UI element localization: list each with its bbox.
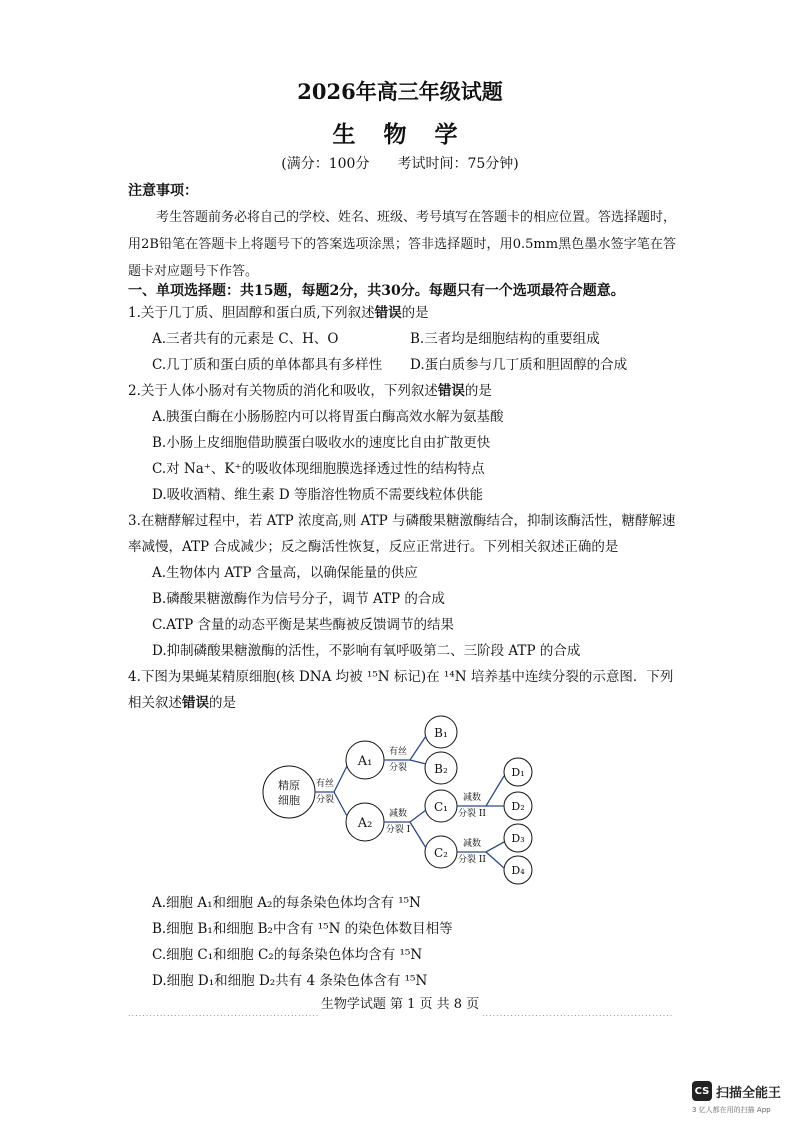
mitosis-label: 有丝 (388, 747, 408, 757)
start-cell-label: 精原 (278, 779, 300, 792)
footer-divider: ...................................................... (128, 1009, 320, 1018)
option-b: B.小肠上皮细胞借助膜蛋白吸收水的速度比自由扩散更快 (152, 435, 491, 451)
mitosis-label: 分裂 (388, 763, 408, 773)
emphasis-mark: 错误 (437, 383, 465, 399)
cell-division-diagram (258, 710, 548, 888)
question-3 (128, 508, 683, 664)
exam-title: 2026年高三年级试题 (297, 79, 503, 104)
question-stem: 3.在糖酵解过程中，若 ATP 浓度高,则 ATP 与磷酸果糖激酶结合，抑制该酶活性，糖酵解速率减慢，ATP 合成减少；反之酶活性恢复，反应正常进行。下列相关叙述正确的是 (128, 513, 676, 555)
meiosis-label: 分裂 II (458, 855, 486, 865)
option-a: A.胰蛋白酶在小肠肠腔内可以将胃蛋白酶高效水解为氨基酸 (152, 409, 504, 425)
branch-line (334, 792, 347, 816)
option-c: C.ATP 含量的动态平衡是某些酶被反馈调节的结果 (152, 617, 455, 633)
exam-meta: (满分：100分 考试时间：75分钟) (281, 156, 519, 172)
option-d: D.细胞 D₁和细胞 D₂共有 4 条染色体含有 ¹⁵N (152, 973, 428, 989)
question-stem: 1.关于几丁质、胆固醇和蛋白质,下列叙述错误的是 (128, 305, 429, 321)
c2-label: C₂ (434, 846, 448, 860)
meiosis-label: 减数 (462, 839, 482, 849)
d2-label: D₂ (511, 800, 525, 813)
question-4 (128, 664, 683, 716)
spermatogonium-cell (263, 766, 315, 818)
option-row (128, 326, 683, 352)
section-heading: 一、单项选择题：共15题，每题2分，共30分。每题只有一个选项最符合题意。 (128, 283, 625, 299)
option-d: D.蛋白质参与几丁质和胆固醇的合成 (410, 357, 628, 373)
notice-body: 考生答题前务必将自己的学校、姓名、班级、考号填写在答题卡的相应位置。答选择题时，用2B铅笔在答题卡上将题号下的答案选项涂黑；答非选择题时，用0.5mm黑色墨水签字笔在答题卡对应题号下作答。 (128, 210, 677, 279)
emphasis-mark: 错误 (182, 695, 209, 711)
c1-label: C₁ (434, 800, 448, 814)
option-d: D.吸收酒精、维生素 D 等脂溶性物质不需要线粒体供能 (152, 487, 484, 503)
option-a: A.生物体内 ATP 含量高，以确保能量的供应 (152, 565, 418, 581)
page-footer: 生物学试题 第 1 页 共 8 页 (320, 997, 480, 1012)
branch-line (410, 760, 426, 764)
option-d: D.抑制磷酸果糖激酶的活性，不影响有氧呼吸第二、三阶段 ATP 的合成 (152, 643, 581, 659)
scanner-watermark (692, 1081, 781, 1101)
start-cell-label: 细胞 (278, 794, 300, 807)
question-1 (128, 300, 683, 378)
d4-label: D₄ (511, 864, 525, 877)
a1-label: A₁ (357, 754, 373, 769)
meiosis-label: 分裂 II (458, 809, 486, 819)
option-b: B.三者均是细胞结构的重要组成 (410, 331, 600, 347)
option-row (128, 352, 683, 378)
option-b: B.细胞 B₁和细胞 B₂中含有 ¹⁵N 的染色体数目相等 (152, 921, 453, 937)
footer-divider: ...................................................... (482, 1009, 674, 1018)
question-2 (128, 378, 683, 508)
watermark-name: 扫描全能王 (716, 1085, 782, 1101)
camscanner-logo-icon: CS (692, 1081, 712, 1101)
question-stem: 4.下图为果蝇某精原细胞(核 DNA 均被 ¹⁵N 标记)在 ¹⁴N 培养基中连续分裂的示意图．下列相关叙述错误的是 (128, 669, 674, 711)
option-c: C.对 Na⁺、K⁺的吸收体现细胞膜选择透过性的结构特点 (152, 461, 485, 477)
mitosis-label: 有丝 (315, 779, 335, 789)
question-4-options (128, 890, 683, 994)
branch-line (410, 822, 426, 848)
option-a: A.三者共有的元素是 C、H、O (152, 331, 339, 347)
meiosis-label: 分裂 I (385, 825, 411, 835)
option-a: A.细胞 A₁和细胞 A₂的每条染色体均含有 ¹⁵N (152, 895, 421, 911)
emphasis-mark: 错误 (374, 305, 402, 321)
subject-title: 生 物 学 (332, 121, 468, 148)
option-b: B.磷酸果糖激酶作为信号分子，调节 ATP 的合成 (152, 591, 445, 607)
notice-heading: 注意事项： (128, 183, 198, 199)
watermark-tagline: 3 亿人都在用的扫描 App (692, 1106, 771, 1114)
branch-line (486, 852, 504, 868)
b2-label: B₂ (434, 762, 448, 776)
meiosis-label: 减数 (462, 793, 482, 803)
mitosis-label: 分裂 (315, 795, 335, 805)
a2-label: A₂ (357, 816, 373, 831)
d3-label: D₃ (511, 832, 525, 845)
option-c: C.细胞 C₁和细胞 C₂的每条染色体均含有 ¹⁵N (152, 947, 423, 963)
question-stem: 2.关于人体小肠对有关物质的消化和吸收，下列叙述错误的是 (128, 383, 492, 399)
b1-label: B₁ (434, 726, 448, 740)
option-c: C.几丁质和蛋白质的单体都具有多样性 (152, 357, 383, 373)
meiosis-label: 减数 (388, 809, 408, 819)
d1-label: D₁ (511, 766, 525, 779)
